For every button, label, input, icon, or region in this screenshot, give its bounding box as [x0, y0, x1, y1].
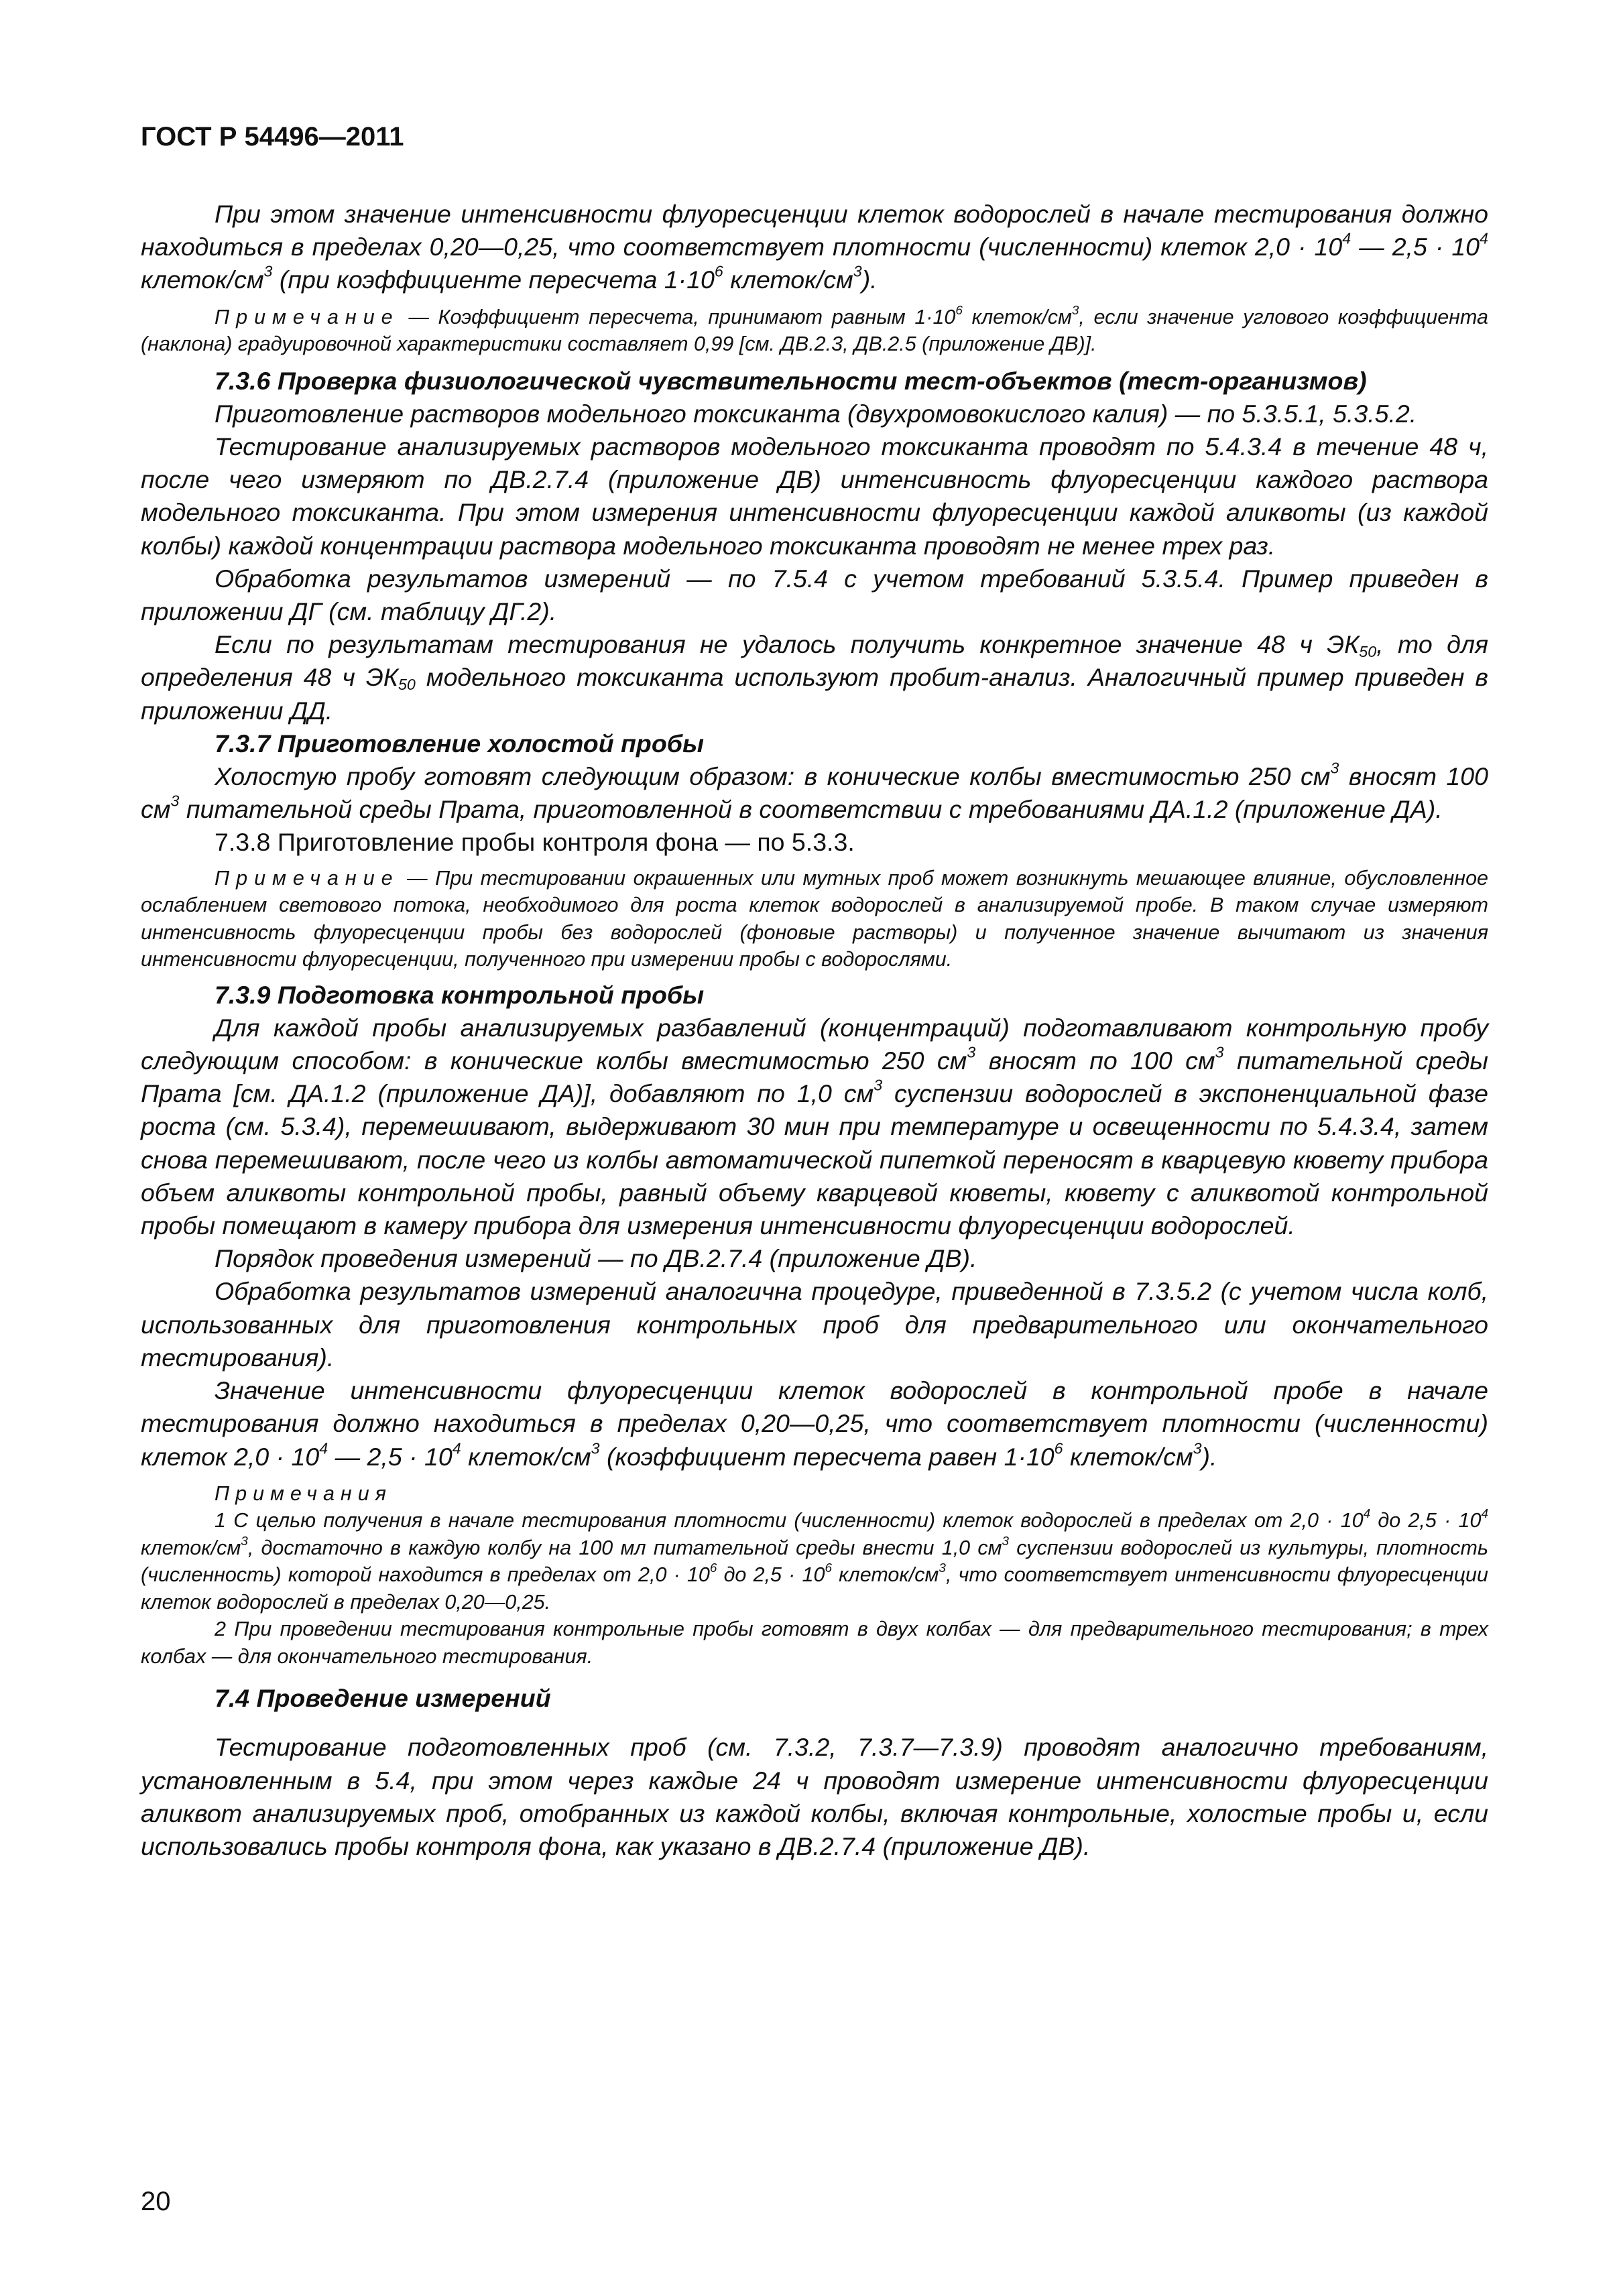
- note-label: Примечание: [215, 305, 400, 328]
- paragraph: Холостую пробу готовят следующим образом: в конические колбы вместимостью 250 $см^3$ вносят 100 $см^3$ питательной среды Прата, приготовленной в соответствии с требованиями ДА.1.2 (приложение ДА).: [141, 759, 1488, 824]
- document-body: [141, 198, 1488, 1863]
- paragraph: Для каждой пробы анализируемых разбавлений (концентраций) подготавливают контрольную пробу следующим способом: в конические колбы вместимостью 250 $см^3$ вносят по 100 $см^3$ питательной среды Прата [см. ДА.1.2 (приложение ДА)], добавляют по 1,0 $см^3$ суспензии водорослей в экспоненциальной фазе роста (см. 5.3.4), перемешивают, выдерживают 30 мин при температуре и освещенности по 5.4.3.4, затем снова перемешивают, после чего из колбы автоматической пипеткой переносят в кварцевую кювету прибора объем аликвоты контрольной пробы, равный объему кварцевой кюветы, кювету с аликвотой контрольной пробы помещают в камеру прибора для измерения интенсивности флуоресценции водорослей.: [141, 1013, 1489, 1240]
- section-heading-7-3-7: 7.3.7 Приготовление холостой пробы: [215, 729, 704, 758]
- note: Примечание — При тестировании окрашенных или мутных проб может возникнуть мешающее влияние, обусловленное ослаблением светового потока, необходимого для роста клеток водорослей в анализируемой пробе. В таком случае измеряют интенсивность флуоресценции пробы без водорослей (фоновые растворы) и полученное значение вычитают из значения интенсивности флуоресценции, полученного при измерении пробы с водорослями.: [141, 866, 1488, 971]
- page-number: 20: [141, 2187, 171, 2216]
- section-heading-7-4: 7.4 Проведение измерений: [215, 1684, 551, 1713]
- paragraph: Тестирование подготовленных проб (см. 7.3.2, 7.3.7—7.3.9) проводят аналогично требованиям, установленным в 5.4, при этом через каждые 24 ч проводят измерение интенсивности флуоресценции аликвот анализируемых проб, отобранных из каждой колбы, включая контрольные, холостые пробы и, если использовались пробы контроля фона, как указано в ДВ.2.7.4 (приложение ДВ).: [141, 1733, 1488, 1861]
- notes-label: Примечания: [215, 1482, 392, 1505]
- paragraph: Порядок проведения измерений — по ДВ.2.7.4 (приложение ДВ).: [215, 1244, 977, 1273]
- paragraph: Обработка результатов измерений — по 7.5.4 с учетом требований 5.3.5.4. Пример приведен в приложении ДГ (см. таблицу ДГ.2).: [141, 564, 1488, 626]
- paragraph: Значение интенсивности флуоресценции клеток водорослей в контрольной пробе в начале тестирования должно находиться в пределах 0,20—0,25, что соответствует плотности (численности) клеток $2,0 \cdot 10^4$ — $2,5 \cdot 10^4$ клеток/$см^3$ (коэффициент пересчета равен $1\cdot 10^6$ клеток/$см^3$).: [141, 1376, 1488, 1471]
- paragraph: При этом значение интенсивности флуоресценции клеток водорослей в начале тестирования должно находиться в пределах 0,20—0,25, что соответствует плотности (численности) клеток $2,0 \cdot 10^4$ — $2,5 \cdot 10^4$ клеток/$см^3$ (при коэффициенте пересчета $1\cdot 10^6$ клеток/$см^3$).: [141, 200, 1488, 294]
- paragraph: Если по результатам тестирования не удалось получить конкретное значение 48 ч $ЭК_{50}$, то для определения 48 ч $ЭК_{50}$ модельного токсиканта используют пробит-анализ. Аналогичный пример приведен в приложении ДД.: [141, 630, 1488, 725]
- note-item: 1 С целью получения в начале тестирования плотности (численности) клеток водорослей в пределах от $2,0 \cdot 10^4$ до $2,5 \cdot 10^4$ клеток/$см^3$, достаточно в каждую колбу на 100 мл питательной среды внести 1,0 $см^3$ суспензии водорослей из культуры, плотность (численность) которой находится в пределах от $2,0 \cdot 10^6$ до $2,5 \cdot 10^6$ клеток/$см^3$, что соответствует интенсивности флуоресценции клеток водорослей в пределах 0,20—0,25.: [141, 1507, 1488, 1614]
- paragraph: 7.3.8 Приготовление пробы контроля фона — по 5.3.3.: [215, 828, 855, 857]
- paragraph: Тестирование анализируемых растворов модельного токсиканта проводят по 5.4.3.4 в течение 48 ч, после чего измеряют по ДВ.2.7.4 (приложение ДВ) интенсивность флуоресценции каждого раствора модельного токсиканта. При этом измерения интенсивности флуоресценции каждой аликвоты (из каждой колбы) каждой концентрации раствора модельного токсиканта проводят не менее трех раз.: [141, 432, 1488, 560]
- document-header: ГОСТ Р 54496—2011: [141, 122, 404, 152]
- paragraph: Обработка результатов измерений аналогична процедуре, приведенной в 7.3.5.2 (с учетом числа колб, использованных для приготовления контрольных проб для предварительного или окончательного тестирования).: [141, 1277, 1488, 1372]
- note-item: 2 При проведении тестирования контрольные пробы готовят в двух колбах — для предварительного тестирования; в трех колбах — для окончательного тестирования.: [141, 1618, 1488, 1668]
- note: Примечание — Коэффициент пересчета, принимают равным $1\cdot 10^6$ клеток/$см^3$, если значение углового коэффициента (наклона) градуировочной характеристики составляет 0,99 [см. ДВ.2.3, ДВ.2.5 (приложение ДВ)].: [141, 303, 1488, 356]
- note-label: Примечание: [215, 866, 400, 890]
- section-heading-7-3-9: 7.3.9 Подготовка контрольной пробы: [215, 980, 705, 1009]
- paragraph: Приготовление растворов модельного токсиканта (двухромовокислого калия) — по 5.3.5.1, 5.3.5.2.: [215, 399, 1417, 428]
- section-heading-7-3-6: 7.3.6 Проверка физиологической чувствительности тест-объектов (тест-организмов): [215, 366, 1367, 395]
